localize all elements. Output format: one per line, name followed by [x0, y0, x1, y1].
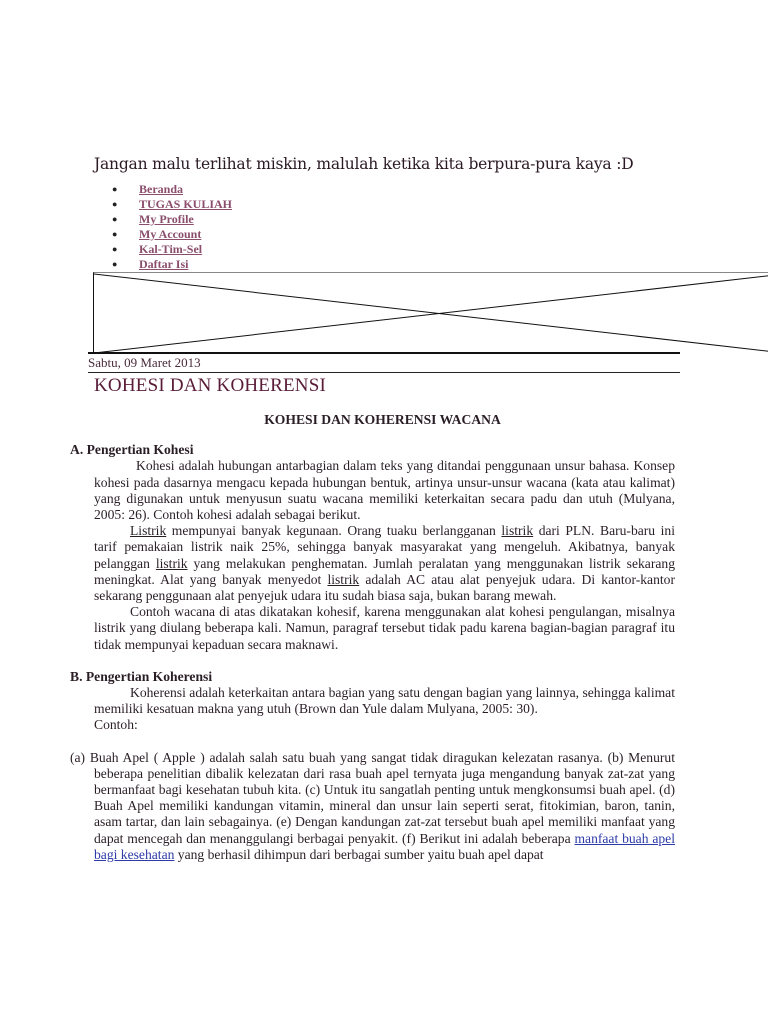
bullet-icon: ● — [112, 229, 118, 239]
section-b-title: B. Pengertian Koherensi — [70, 668, 213, 684]
nav-item-tugas-kuliah — [94, 197, 232, 212]
coherence-example — [70, 750, 675, 863]
post-date: Sabtu, 09 Maret 2013 — [88, 355, 201, 370]
cohesion-example — [70, 523, 675, 604]
divider — [88, 352, 680, 354]
post-title[interactable]: KOHESI DAN KOHERENSI — [94, 375, 326, 396]
bullet-icon: ● — [112, 184, 118, 194]
bullet-icon: ● — [112, 244, 118, 254]
blog-tagline: Jangan malu terlihat miskin, malulah ketika kita berpura-pura kaya :D — [94, 155, 634, 173]
spacer — [70, 734, 675, 750]
nav-link-beranda[interactable]: Beranda — [139, 182, 184, 196]
section-a-paragraph: Kohesi adalah hubungan antarbagian dalam teks yang ditandai penggunaan unsur bahasa. Konsep kohesi pada dasarnya mengacu kepada hubungan bentuk, artinya unsur-unsur wacana (kata atau kalimat) yang digunakan untuk menyusun suatu wacana memiliki keterkaitan secara padu dan utuh (Mulyana, 2005: 26). Contoh kohesi adalah sebagai berikut. — [94, 458, 675, 523]
text: mempunyai banyak kegunaan. Orang tuaku berlangganan — [166, 523, 502, 539]
nav-link-kal-tim-sel[interactable]: Kal-Tim-Sel — [139, 242, 203, 256]
nav-link-my-account[interactable]: My Account — [139, 227, 202, 241]
text: (a) Buah Apel ( Apple ) adalah salah satu buah yang sangat tidak diragukan kelezatan rasanya. (b) Menurut beberapa penelitian dibalik kelezatan dari rasa buah apel ternyata juga mengandung banyak zat-zat yang bermanfaat bagi kesehatan tubuh kita. (c) Untuk itu sangatlah penting untuk mengkonsumsi buah apel. (d) Buah Apel memiliki kandungan vitamin, mineral dan unsur lain seperti serat, fitokimian, baron, tanin, asam tartar, dan lain sebagainya. (e) Dengan kandungan zat-zat tersebut buah apel memiliki manfaat yang dapat mencegah dan menanggulangi berbagai penyakit. (f) Berikut ini adalah beberapa — [70, 749, 675, 846]
nav-item-my-profile — [94, 212, 232, 227]
document-heading: KOHESI DAN KOHERENSI WACANA — [264, 412, 501, 427]
text: yang berhasil dihimpun dari berbagai sumber yaitu buah apel dapat — [174, 846, 544, 862]
underlined-word: listrik — [501, 523, 534, 539]
divider — [88, 372, 680, 373]
nav-item-kal-tim-sel — [94, 242, 232, 257]
text: adalah AC atau alat penyejuk udara. Di kantor-kantor sekarang penggunaan alat penyejuk udara itu sudah biasa saja, bukan barang mewah. — [94, 571, 675, 604]
nav-link-my-profile[interactable]: My Profile — [139, 212, 194, 226]
nav-link-tugas-kuliah[interactable]: TUGAS KULIAH — [139, 197, 233, 211]
broken-image-icon — [94, 273, 768, 353]
banner-image-placeholder — [93, 272, 768, 353]
contoh-label: Contoh: — [94, 717, 138, 733]
document-body — [70, 412, 675, 863]
bullet-icon: ● — [112, 214, 118, 224]
manfaat-apel-link[interactable]: manfaat buah apel bagi kesehatan — [94, 830, 675, 862]
section-a-explanation: Contoh wacana di atas dikatakan kohesif, karena menggunakan alat kohesi pengulangan, misalnya listrik yang diulang beberapa kali. Namun, paragraf tersebut tidak padu karena bagian-bagian paragraf itu tidak mempunyai kepaduan secara maknawi. — [94, 604, 675, 652]
spacer — [70, 653, 675, 669]
nav-menu — [94, 182, 232, 272]
nav-link-daftar-isi[interactable]: Daftar Isi — [139, 257, 189, 271]
bullet-icon: ● — [112, 259, 118, 269]
underlined-word: Listrik — [130, 523, 167, 539]
bullet-icon: ● — [112, 199, 118, 209]
text: yang melakukan penghematan. Jumlah peralatan yang menggunakan listrik sekarang meningkat. Alat yang banyak menyedot — [94, 555, 675, 587]
text: dari PLN. Baru-baru ini tarif pemakaian listrik naik 25%, sehingga banyak masyarakat yang mengeluh. Akibatnya, banyak pelanggan — [94, 523, 675, 571]
nav-item-beranda — [94, 182, 232, 197]
section-a-title: A. Pengertian Kohesi — [70, 442, 194, 458]
section-b-paragraph: Koherensi adalah keterkaitan antara bagian yang satu dengan bagian yang lainnya, sehingga kalimat memiliki kesatuan makna yang utuh (Brown dan Yule dalam Mulyana, 2005: 30). — [94, 685, 675, 717]
underlined-word: listrik — [155, 555, 188, 571]
nav-item-daftar-isi — [94, 257, 232, 272]
underlined-word: listrik — [327, 571, 360, 587]
nav-item-my-account — [94, 227, 232, 242]
